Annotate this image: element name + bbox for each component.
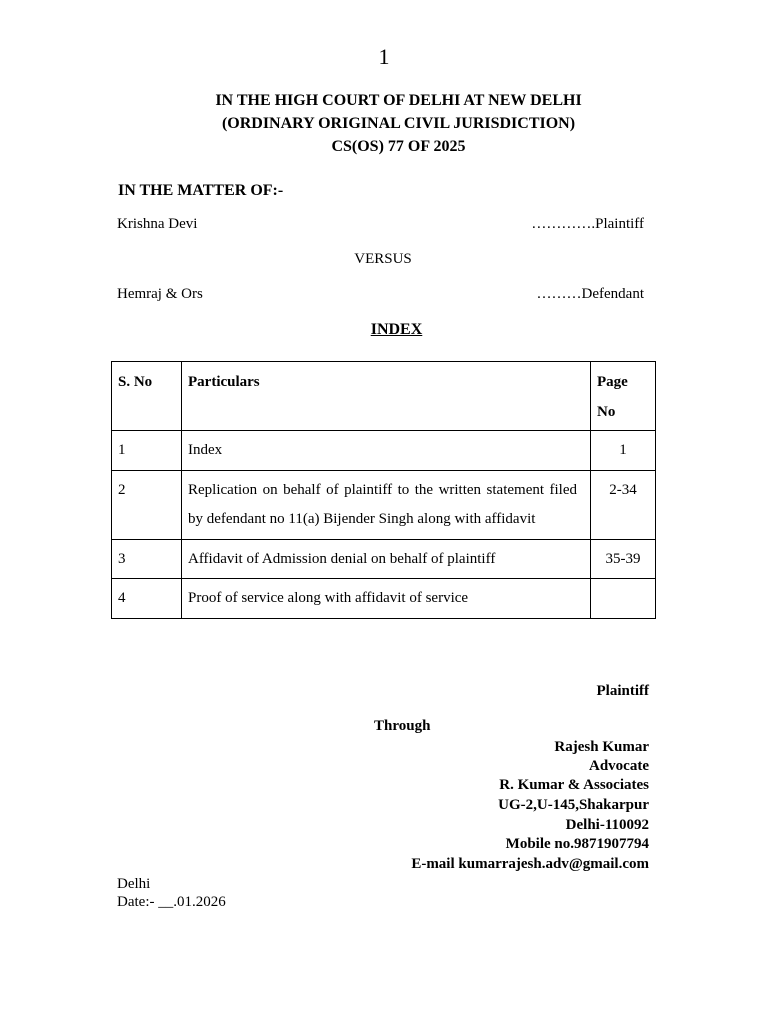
signature-party: Plaintiff	[596, 683, 649, 699]
jurisdiction: (ORDINARY ORIGINAL CIVIL JURISDICTION)	[221, 115, 576, 132]
defendant-role: ………Defendant	[536, 286, 644, 302]
row-page: 2-34	[591, 470, 656, 539]
law-firm-name: R. Kumar & Associates	[499, 777, 649, 793]
case-number: CS(OS) 77 OF 2025	[331, 138, 466, 155]
index-title: INDEX	[370, 321, 423, 338]
matter-label: IN THE MATTER OF:-	[118, 182, 284, 199]
table-row	[112, 579, 656, 619]
page-number: 1	[378, 44, 390, 69]
row-page	[591, 579, 656, 619]
court-name: IN THE HIGH COURT OF DELHI AT NEW DELHI	[215, 92, 582, 109]
plaintiff-name: Krishna Devi	[117, 216, 198, 232]
row-particulars: Index	[182, 431, 591, 471]
table-row	[112, 539, 656, 579]
table-header-row	[112, 362, 656, 431]
row-page: 35-39	[591, 539, 656, 579]
mobile-number: Mobile no.9871907794	[505, 836, 649, 852]
header-page-no: Page No	[591, 362, 656, 431]
row-particulars: Proof of service along with affidavit of service	[182, 579, 591, 619]
address-line-1: UG-2,U-145,Shakarpur	[498, 797, 649, 813]
row-sno: 2	[112, 470, 182, 539]
signature-through: Through	[374, 718, 431, 734]
row-sno: 4	[112, 579, 182, 619]
email-address: E-mail kumarrajesh.adv@gmail.com	[411, 856, 649, 872]
address-line-2: Delhi-110092	[565, 817, 649, 833]
advocate-designation: Advocate	[589, 758, 649, 774]
table-row	[112, 470, 656, 539]
row-sno: 1	[112, 431, 182, 471]
place: Delhi	[117, 876, 151, 892]
row-sno: 3	[112, 539, 182, 579]
header-sno: S. No	[112, 362, 182, 431]
date: Date:- __.01.2026	[117, 894, 226, 910]
defendant-name: Hemraj & Ors	[117, 286, 203, 302]
index-table	[111, 361, 656, 619]
header-particulars: Particulars	[182, 362, 591, 431]
row-particulars: Affidavit of Admission denial on behalf of plaintiff	[182, 539, 591, 579]
plaintiff-role: ………….Plaintiff	[531, 216, 644, 232]
row-page: 1	[591, 431, 656, 471]
row-particulars: Replication on behalf of plaintiff to the written statement filed by defendant no 11(a) Bijender Singh along with affidavit	[182, 470, 591, 539]
versus-label: VERSUS	[354, 251, 412, 267]
table-row	[112, 431, 656, 471]
advocate-name: Rajesh Kumar	[554, 739, 649, 755]
